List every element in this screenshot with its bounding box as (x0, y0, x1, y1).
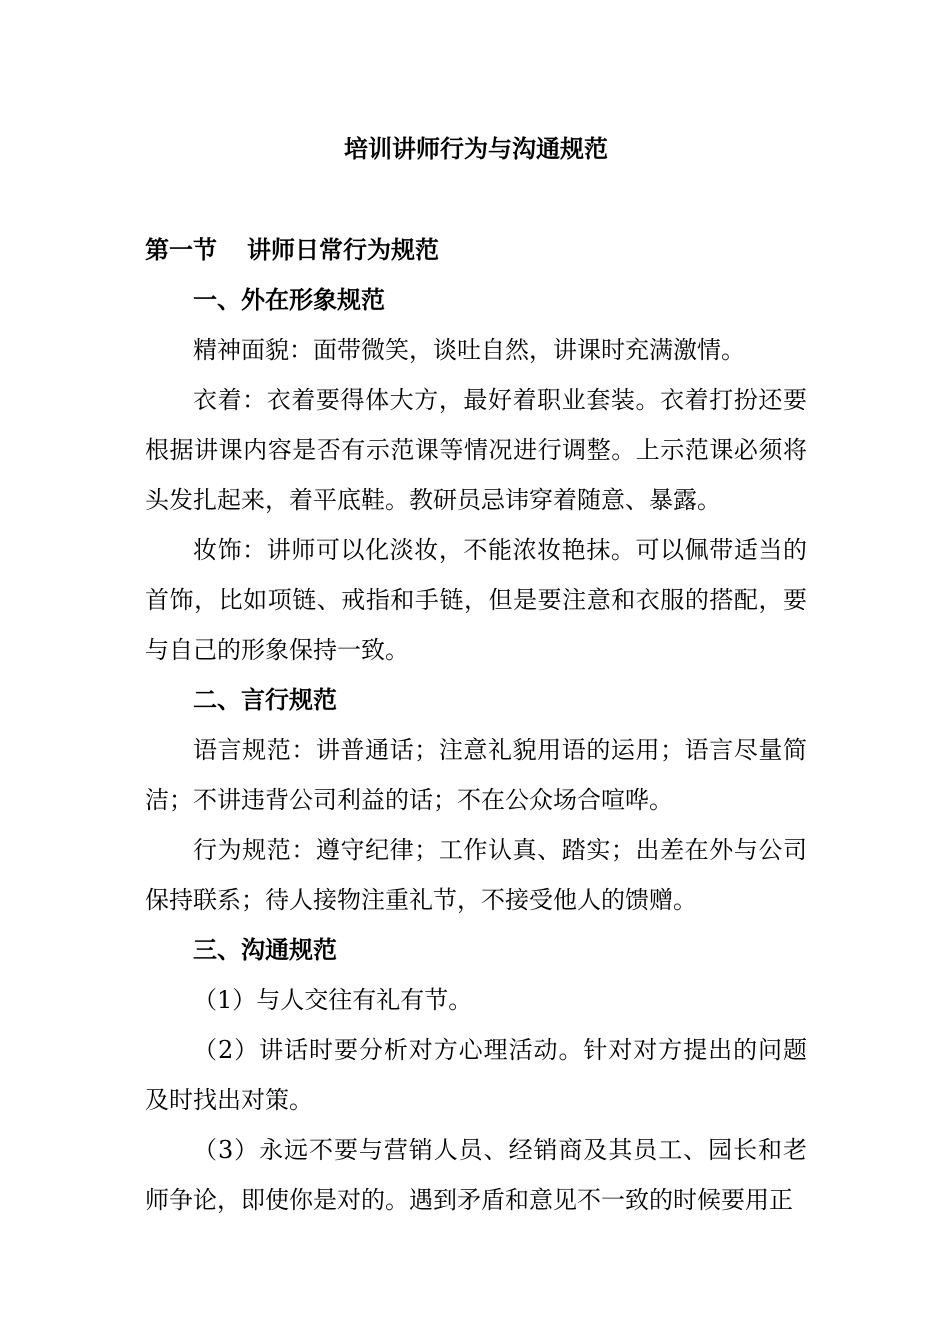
section-heading (145, 225, 807, 275)
paragraph-makeup: 妆饰：讲师可以化淡妆，不能浓妆艳抹。可以佩带适当的首饰，比如项链、戒指和手链，但是要注意和衣服的搭配，要与自己的形象保持一致。 (145, 536, 807, 664)
paragraph-language: 语言规范：讲普通话；注意礼貌用语的运用；语言尽量简洁；不讲违背公司利益的话；不在公众场合喧哗。 (145, 736, 807, 814)
paragraph-appearance: 精神面貌：面带微笑，谈吐自然，讲课时充满激情。 (193, 336, 745, 364)
subheading-conduct: 二、言行规范 (193, 685, 337, 714)
subheading-appearance: 一、外在形象规范 (193, 285, 385, 314)
list-item-2: （2）讲话时要分析对方心理活动。针对对方提出的问题及时找出对策。 (145, 1036, 807, 1114)
paragraph-clothing: 衣着：衣着要得体大方，最好着职业套装。衣着打扮还要根据讲课内容是否有示范课等情况进行调整。上示范课必须将头发扎起来，着平底鞋。教研员忌讳穿着随意、暴露。 (145, 386, 807, 514)
list-item-3: （3）永远不要与营销人员、经销商及其员工、园长和老师争论，即使你是对的。遇到矛盾和意见不一致的时候要用正 (145, 1136, 807, 1214)
subheading-communication: 三、沟通规范 (193, 935, 337, 964)
paragraph-behavior: 行为规范：遵守纪律；工作认真、踏实；出差在外与公司保持联系；待人接物注重礼节，不接受他人的馈赠。 (145, 836, 807, 914)
list-item-1: （1）与人交往有礼有节。 (193, 986, 473, 1014)
document-title: 培训讲师行为与沟通规范 (344, 134, 608, 163)
document-body (145, 225, 807, 1225)
section-title: 讲师日常行为规范 (247, 235, 439, 264)
section-number: 第一节 (145, 235, 217, 264)
